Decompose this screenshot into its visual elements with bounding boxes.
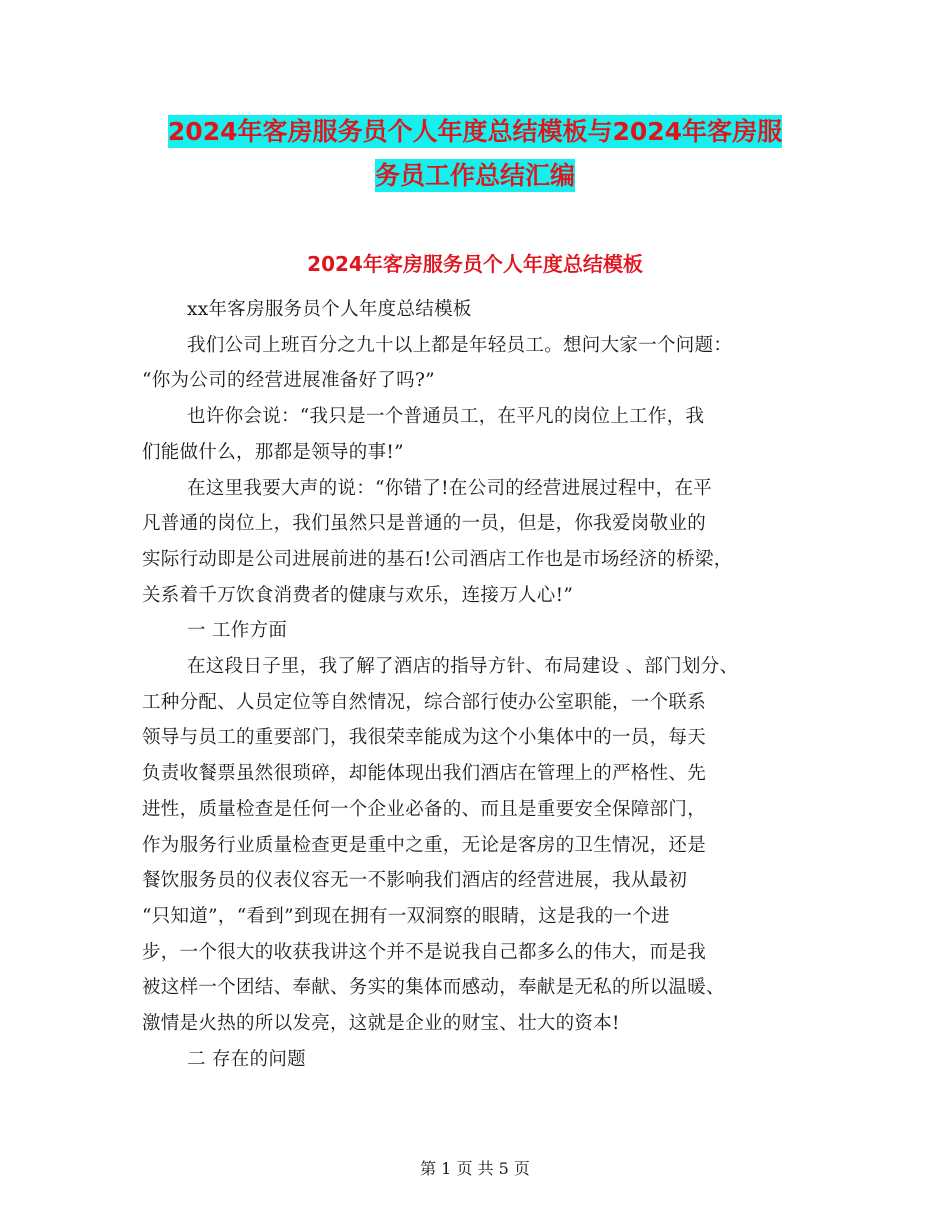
section-title: 2024年客房服务员个人年度总结模板 [307, 252, 643, 276]
document-title-line-1 [0, 112, 950, 148]
body-line: 一 工作方面 [187, 620, 288, 642]
body-line: 步，一个很大的收获我讲这个并不是说我自己都多么的伟大，而是我 [142, 941, 707, 963]
title-highlight-1: 2024年客房服务员个人年度总结模板与2024年客房服 [167, 117, 783, 146]
body-line: 激情是火热的所以发亮，这就是企业的财宝、壮大的资本! [142, 1013, 620, 1035]
body-line: 实际行动即是公司进展前进的基石!公司酒店工作也是市场经济的桥梁， [142, 548, 733, 570]
body-line: “你为公司的经营进展准备好了吗?” [142, 370, 435, 392]
body-line: 我们公司上班百分之九十以上都是年轻员工。想问大家一个问题： [187, 334, 733, 356]
body-line: 进性，质量检查是任何一个企业必备的、而且是重要安全保障部门， [142, 798, 707, 820]
body-line: 在这段日子里，我了解了酒店的指导方针、布局建设 、部门划分、 [187, 656, 739, 678]
body-line: 餐饮服务员的仪表仪容无一不影响我们酒店的经营进展，我从最初 [142, 870, 688, 892]
page-footer: 第 1 页 共 5 页 [420, 1159, 530, 1178]
body-line: xx年客房服务员个人年度总结模板 [187, 299, 472, 320]
body-line: 二 存在的问题 [187, 1048, 306, 1070]
document-title-line-2 [0, 156, 950, 192]
body-line: 关系着千万饮食消费者的健康与欢乐，连接万人心!” [142, 584, 574, 606]
body-line: 领导与员工的重要部门，我很荣幸能成为这个小集体中的一员，每天 [142, 727, 707, 749]
body-line: 负责收餐票虽然很琐碎，却能体现出我们酒店在管理上的严格性、先 [142, 763, 707, 785]
document-body [142, 292, 822, 1077]
body-line: 在这里我要大声的说：“你错了!在公司的经营进展过程中，在平 [187, 477, 713, 499]
body-line: 作为服务行业质量检查更是重中之重，无论是客房的卫生情况，还是 [142, 834, 707, 856]
title-highlight-2: 务员工作总结汇编 [374, 161, 575, 190]
body-line: 被这样一个团结、奉献、务实的集体而感动，奉献是无私的所以温暖、 [142, 977, 725, 999]
body-line: 凡普通的岗位上，我们虽然只是普通的一员，但是，你我爱岗敬业的 [142, 513, 707, 535]
body-line: “只知道”，“看到”到现在拥有一双洞察的眼睛，这是我的一个进 [142, 905, 670, 927]
body-line: 也许你会说：“我只是一个普通员工，在平凡的岗位上工作，我 [187, 406, 705, 428]
body-line: 工种分配、人员定位等自然情况，综合部行使办公室职能，一个联系 [142, 691, 707, 713]
body-line: 们能做什么，那都是领导的事!” [142, 441, 404, 463]
